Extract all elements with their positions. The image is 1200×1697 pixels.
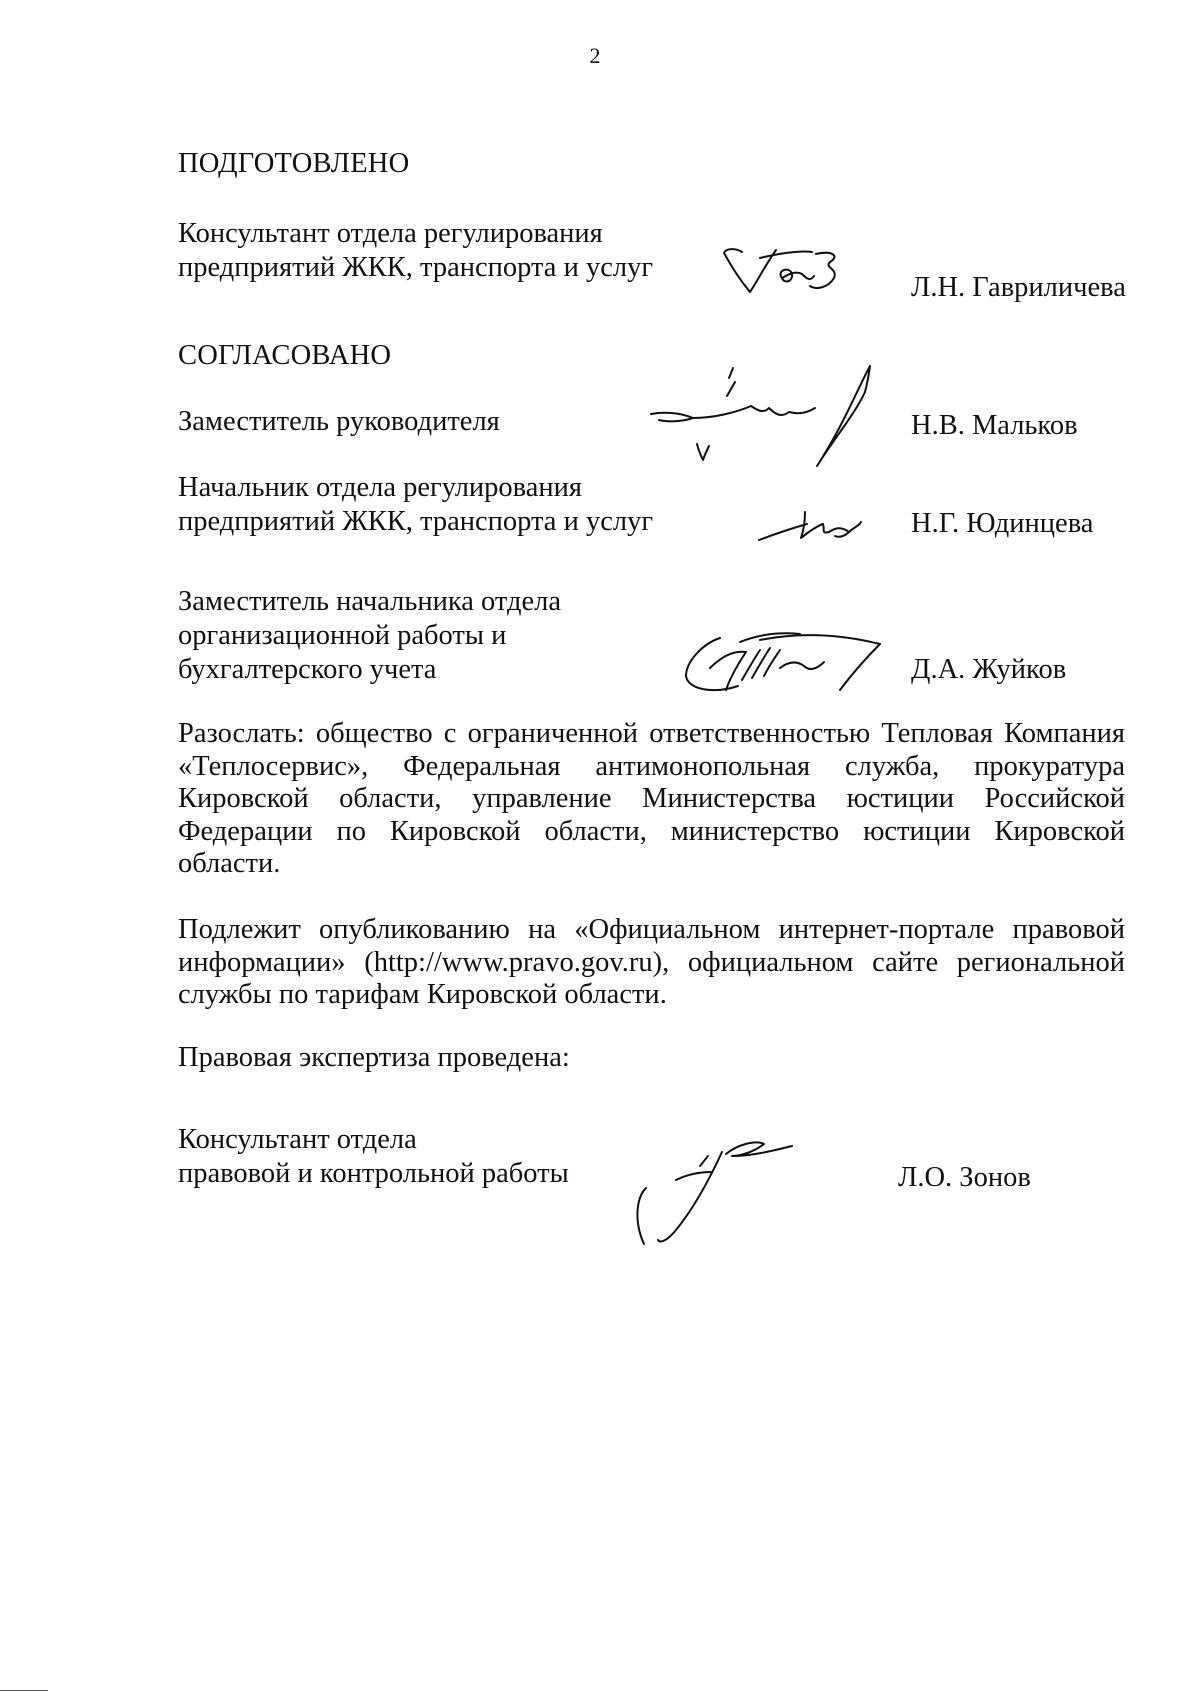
legal-review-heading: Правовая экспертиза проведена:: [178, 1042, 570, 1073]
deputy-dept-head-position-line3: бухгалтерского учета: [178, 654, 437, 685]
prepared-position-line1: Консультант отдела регулирования: [178, 218, 603, 249]
signature-gavrilicheva: [720, 240, 850, 302]
deputy-head-name: Н.В. Мальков: [911, 410, 1078, 441]
signature-zonov: [628, 1126, 808, 1256]
agreed-heading: СОГЛАСОВАНО: [178, 340, 392, 371]
publication-paragraph: Подлежит опубликованию на «Официальном интернет-портале правовой информации» (http://www.pravo.gov.ru), официальном сайте региональной службы по тарифам Кировской области.: [178, 914, 1125, 1010]
prepared-name: Л.Н. Гавриличева: [911, 272, 1126, 303]
legal-review-position-line2: правовой и контрольной работы: [178, 1158, 569, 1189]
signature-yudintseva: [755, 504, 865, 552]
signature-zhuykov: [680, 628, 890, 700]
signature-malkov: [645, 362, 875, 474]
legal-review-position-line1: Консультант отдела: [178, 1124, 417, 1155]
deputy-dept-head-position-line1: Заместитель начальника отдела: [178, 586, 562, 617]
deputy-dept-head-name: Д.А. Жуйков: [911, 654, 1067, 685]
deputy-head-position: Заместитель руководителя: [178, 406, 500, 437]
dept-head-name: Н.Г. Юдинцева: [911, 508, 1094, 539]
dept-head-position-line1: Начальник отдела регулирования: [178, 472, 583, 503]
scan-edge-mark: [0, 1690, 48, 1691]
deputy-dept-head-position-line2: организационной работы и: [178, 620, 507, 651]
distribution-paragraph: Разослать: общество с ограниченной ответственностью Тепловая Компания «Теплосервис», Федеральная антимонопольная служба, прокуратура Кировской области, управление Министерства юстиции Российской Федерации по Кировской области, министерство юстиции Кировской области.: [178, 718, 1125, 879]
page-number: 2: [589, 43, 601, 68]
legal-review-name: Л.О. Зонов: [898, 1162, 1031, 1193]
dept-head-position-line2: предприятий ЖКК, транспорта и услуг: [178, 506, 654, 537]
prepared-heading: ПОДГОТОВЛЕНО: [178, 148, 410, 179]
prepared-position-line2: предприятий ЖКК, транспорта и услуг: [178, 252, 654, 283]
